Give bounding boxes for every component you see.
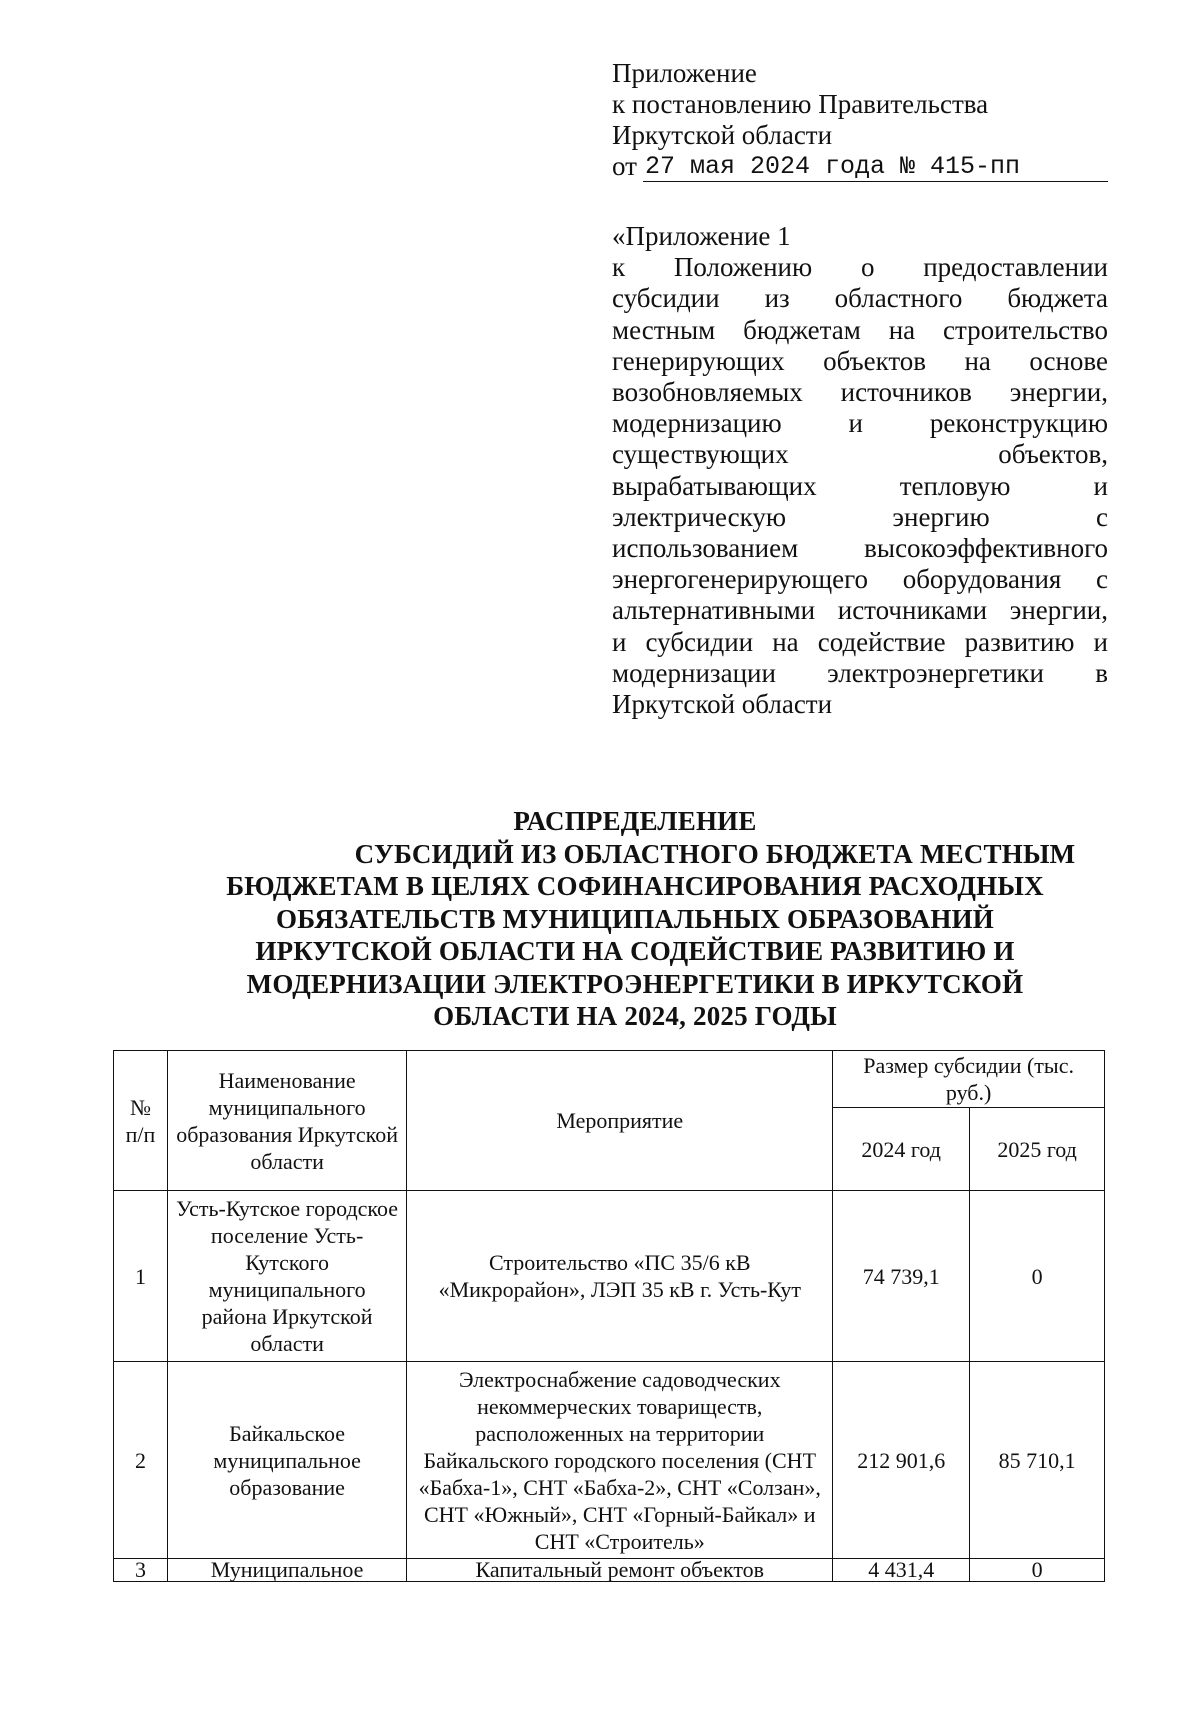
table-row (114, 1362, 1105, 1559)
row-2024: 212 901,6 (833, 1362, 970, 1559)
header-measure: Мероприятие (407, 1051, 833, 1191)
appendix-line: местным бюджетам на строительство (612, 314, 1108, 345)
row-measure: Электроснабжение садоводческих некоммерческих товариществ, расположенных на территории Байкальского городского поселения (СНТ «Бабха-1», СНТ «Бабха-2», СНТ «Солзан», СНТ «Южный», СНТ «Горный-Байкал» и СНТ «Строитель» (407, 1362, 833, 1559)
row-2025: 85 710,1 (970, 1362, 1105, 1559)
row-municipality: Муниципальное (167, 1559, 406, 1582)
appendix-line: к Положению о предоставлении (612, 252, 1108, 283)
appendix-last-line: Иркутской области (612, 689, 833, 720)
appendix-line: существующих объектов, (612, 439, 1108, 470)
row-num: 1 (114, 1191, 168, 1362)
heading-line: РАСПРЕДЕЛЕНИЕ (513, 806, 757, 836)
table-row (114, 1559, 1105, 1582)
appendix-block (612, 221, 1108, 720)
attachment-line-1: Приложение (612, 58, 757, 88)
row-num: 3 (114, 1559, 168, 1582)
appendix-line: модернизации электроэнергетики в (612, 657, 1108, 688)
heading-line: ОБЛАСТИ НА 2024, 2025 ГОДЫ (433, 1001, 837, 1031)
heading-line: СУБСИДИЙ ИЗ ОБЛАСТНОГО БЮДЖЕТА МЕСТНЫМ (354, 838, 1076, 869)
row-municipality: Усть-Кутское городское поселение Усть-Кутского муниципального района Иркутской области (167, 1191, 406, 1362)
header-2024: 2024 год (833, 1108, 970, 1191)
appendix-line: и субсидии на содействие развитию и (612, 626, 1108, 657)
appendix-line: использованием высокоэффективного (612, 533, 1108, 564)
row-num: 2 (114, 1362, 168, 1559)
header-2025: 2025 год (970, 1108, 1105, 1191)
document-heading (180, 805, 1090, 1033)
row-2024: 4 431,4 (833, 1559, 970, 1582)
appendix-line: вырабатывающих тепловую и (612, 470, 1108, 501)
row-measure: Строительство «ПС 35/6 кВ «Микрорайон», ЛЭП 35 кВ г. Усть-Кут (407, 1191, 833, 1362)
date-prefix: от (612, 151, 637, 181)
heading-line: ОБЯЗАТЕЛЬСТВ МУНИЦИПАЛЬНЫХ ОБРАЗОВАНИЙ (276, 903, 994, 934)
appendix-line: электрическую энергию с (612, 501, 1108, 532)
appendix-line: субсидии из областного бюджета (612, 283, 1108, 314)
attachment-block (612, 58, 1108, 182)
attachment-line-3: Иркутской области (612, 120, 833, 150)
appendix-lines (612, 252, 1108, 689)
row-2024: 74 739,1 (833, 1191, 970, 1362)
appendix-line: модернизацию и реконструкцию (612, 408, 1108, 439)
attachment-line-2: к постановлению Правительства (612, 89, 989, 119)
heading-line: МОДЕРНИЗАЦИИ ЭЛЕКТРОЭНЕРГЕТИКИ В ИРКУТСКОЙ (246, 968, 1024, 999)
table-row (114, 1191, 1105, 1362)
header-amount: Размер субсидии (тыс. руб.) (833, 1051, 1105, 1108)
appendix-line: энергогенерирующего оборудования с (612, 564, 1108, 595)
heading-line: БЮДЖЕТАМ В ЦЕЛЯХ СОФИНАНСИРОВАНИЯ РАСХОДНЫХ (226, 871, 1044, 901)
row-2025: 0 (970, 1191, 1105, 1362)
header-municipality: Наименование муниципального образования Иркутской области (167, 1051, 406, 1191)
resolution-date: 27 мая 2024 года № 415-пп (643, 153, 1108, 182)
appendix-line: возобновляемых источников энергии, (612, 377, 1108, 408)
row-2025: 0 (970, 1559, 1105, 1582)
appendix-line: альтернативными источниками энергии, (612, 595, 1108, 626)
row-measure: Капитальный ремонт объектов (407, 1559, 833, 1582)
appendix-line: генерирующих объектов на основе (612, 345, 1108, 376)
attachment-date-line (612, 151, 1108, 182)
heading-line: ИРКУТСКОЙ ОБЛАСТИ НА СОДЕЙСТВИЕ РАЗВИТИЮ И (255, 936, 1015, 966)
table-header-row (114, 1051, 1105, 1108)
subsidy-table (113, 1050, 1105, 1582)
appendix-title: «Приложение 1 (612, 221, 791, 251)
header-num: № п/п (114, 1051, 168, 1191)
row-municipality: Байкальское муниципальное образование (167, 1362, 406, 1559)
